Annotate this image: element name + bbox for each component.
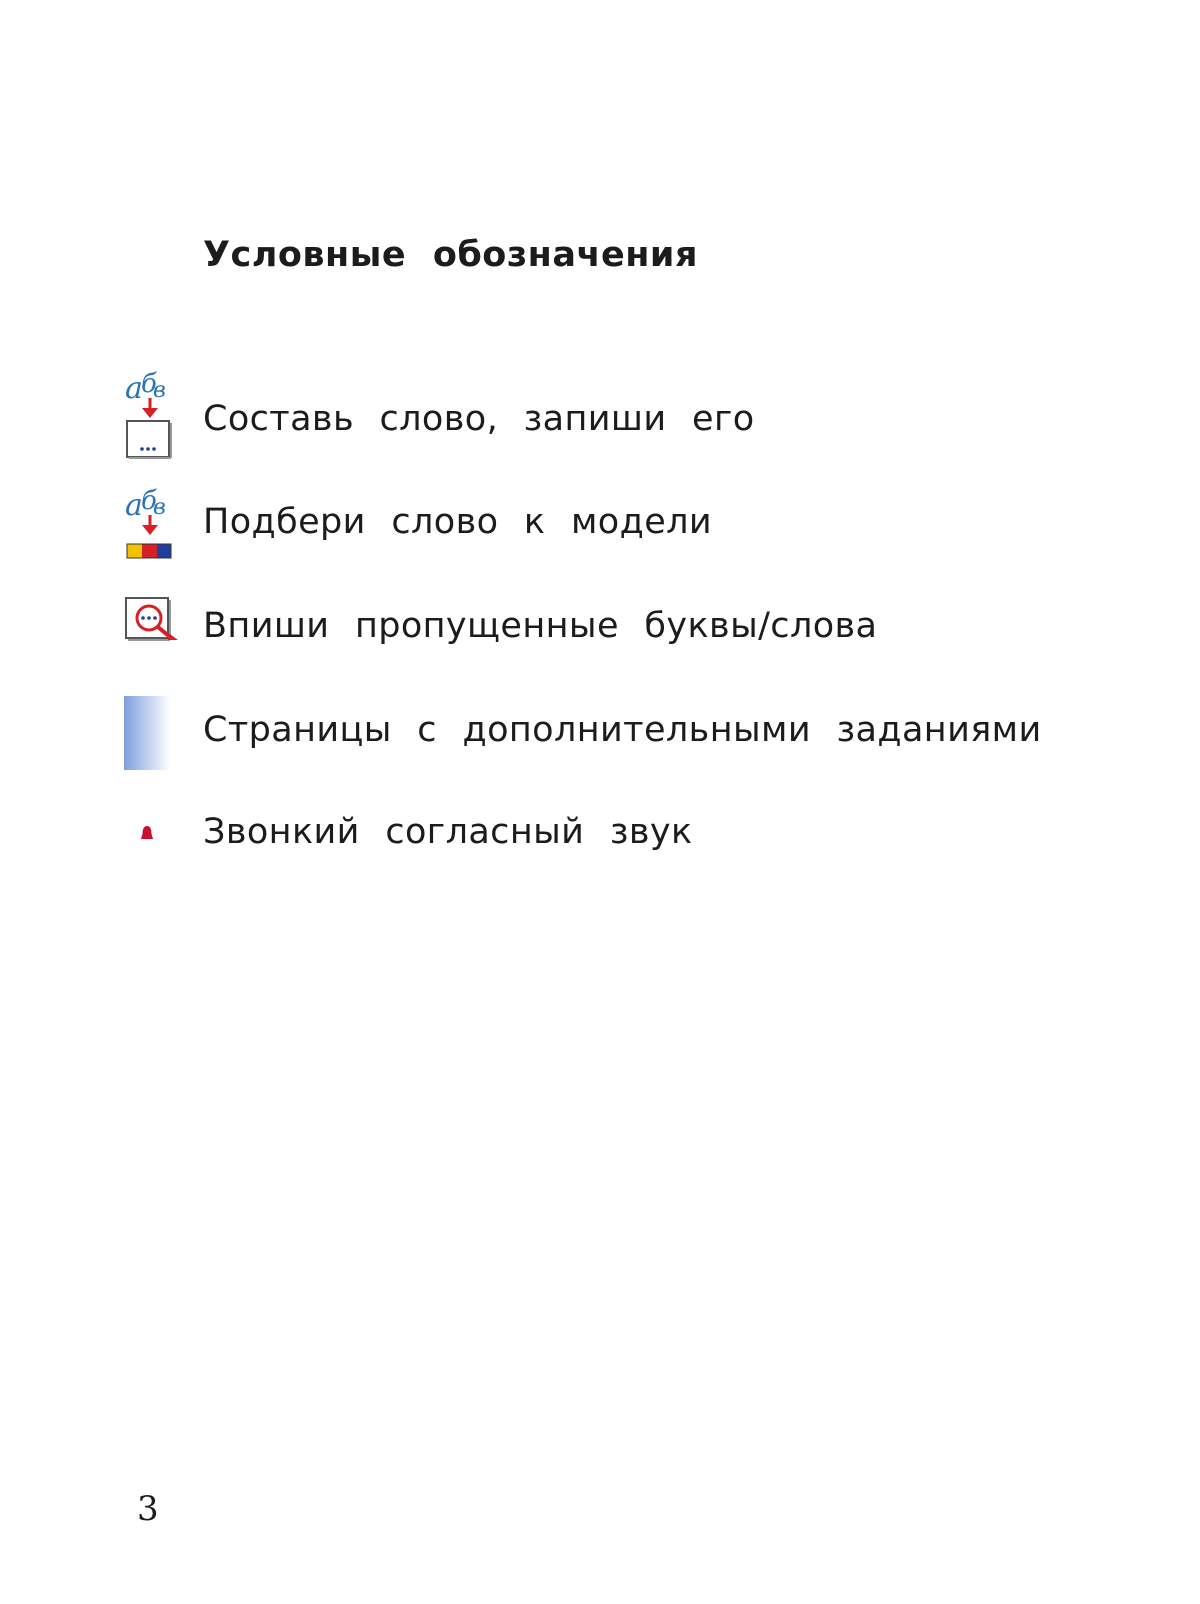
magnifier-dots-icon — [124, 596, 182, 646]
svg-text:б: б — [141, 487, 157, 516]
svg-text:б: б — [141, 370, 157, 399]
svg-text:в: в — [153, 378, 166, 403]
svg-text:в: в — [153, 495, 166, 520]
legend-label: Впиши пропущенные буквы/слова — [203, 606, 878, 646]
legend-label: Звонкий согласный звук — [203, 812, 693, 852]
legend-label: Составь слово, запиши его — [203, 399, 755, 439]
page-number: 3 — [137, 1489, 159, 1529]
svg-text:а: а — [125, 371, 143, 406]
legend-label: Страницы с дополнительными заданиями — [203, 710, 1042, 750]
svg-text:а: а — [125, 488, 143, 523]
word-model-icon — [124, 487, 176, 563]
voiced-bell-icon — [140, 825, 154, 841]
legend-label: Подбери слово к модели — [203, 502, 713, 542]
page-title: Условные обозначения — [203, 235, 698, 275]
blue-gradient-bar-icon — [124, 696, 170, 770]
compose-word-icon — [124, 370, 176, 460]
